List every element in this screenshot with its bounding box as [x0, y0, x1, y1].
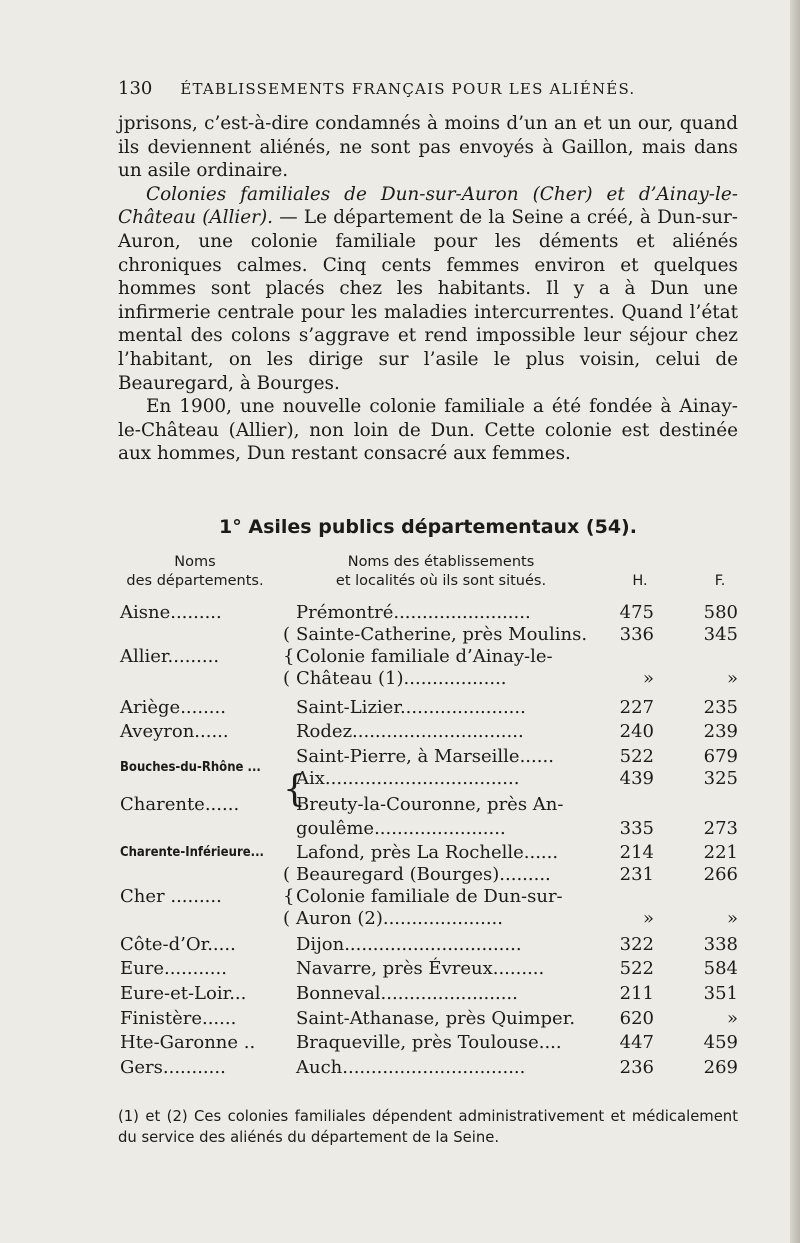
establishment-name: Auch................................ [296, 1057, 526, 1078]
count-men: 227 [619, 697, 654, 718]
department-name: Aveyron...... [120, 721, 229, 742]
department-name: Charente-Inférieure... [120, 845, 264, 860]
count-men: 447 [619, 1032, 654, 1053]
department-name: Gers........... [120, 1057, 226, 1078]
establishment-name: Bonneval........................ [296, 983, 518, 1004]
paragraph-1: jprisons, c’est-à-dire condamnés à moins d’un an et un our, quand ils deviennent aliénés, ne sont pas envoyés à Gaillon, mais dans un asile ordinaire. [118, 113, 738, 182]
establishment-name: Sainte-Catherine, près Moulins. [296, 624, 588, 645]
department-name: Charente...... [120, 794, 240, 815]
department-name: Allier......... [120, 646, 220, 667]
paragraph-2-title: Colonies familiales de Dun-sur-Auron (Cher) et d’Ainay-le-Château (Allier). [118, 183, 738, 229]
paragraph-3: En 1900, une nouvelle colonie familiale a été fondée à Ainay-le-Château (Allier), non loin de Dun. Cette colonie est destinée aux hommes, Dun restant consacré aux femmes. [118, 396, 738, 465]
column-head-est-line1: Noms des établissements [347, 554, 535, 570]
count-women: 351 [703, 983, 738, 1004]
column-head-dept-line1: Noms [174, 554, 216, 570]
count-women: 584 [703, 958, 738, 979]
column-head-dept-line2: des départements. [126, 573, 264, 589]
count-women: » [726, 908, 738, 929]
count-women: 345 [703, 624, 738, 645]
establishment-name: Breuty-la-Couronne, près An- [296, 794, 564, 815]
establishment-name: Saint-Pierre, à Marseille...... [296, 746, 554, 767]
count-men: » [642, 668, 654, 689]
brace-icon: { [283, 886, 295, 907]
count-men: 322 [619, 934, 654, 955]
department-name: Côte-d’Or..... [120, 934, 236, 955]
column-head-establishments [296, 553, 586, 591]
establishment-name: Saint-Athanase, près Quimper. [296, 1008, 576, 1029]
establishment-name: Navarre, près Évreux......... [296, 958, 545, 979]
department-name: Cher ......... [120, 886, 222, 907]
count-women: 269 [703, 1057, 738, 1078]
establishment-name: Auron (2)..................... [296, 908, 503, 929]
department-name: Eure-et-Loir... [120, 983, 247, 1004]
column-head-f: F. [714, 573, 726, 589]
column-head-est-line2: et localités où ils sont situés. [335, 573, 547, 589]
establishment-name: Lafond, près La Rochelle...... [296, 842, 559, 863]
department-name: Finistère...... [120, 1008, 237, 1029]
count-women: 266 [703, 864, 738, 885]
brace-icon: ( [283, 624, 291, 645]
column-head-departments [120, 553, 270, 591]
department-name: Bouches-du-Rhône ... [120, 760, 261, 775]
body-text [118, 112, 738, 466]
page-number: 130 [118, 78, 153, 99]
establishment-name: Dijon............................... [296, 934, 522, 955]
brace-icon: ( [283, 668, 291, 689]
establishment-name: Braqueville, près Toulouse.... [296, 1032, 562, 1053]
count-men: 522 [619, 958, 654, 979]
brace-icon: ( [283, 864, 291, 885]
count-women: 239 [703, 721, 738, 742]
count-women: 580 [703, 602, 738, 623]
department-name: Ariège........ [120, 697, 226, 718]
count-men: 522 [619, 746, 654, 767]
count-men: 335 [619, 818, 654, 839]
department-name: Eure........... [120, 958, 227, 979]
establishment-name: Aix.................................. [296, 768, 520, 789]
establishment-name: goulême....................... [296, 818, 506, 839]
establishment-name: Prémontré........................ [296, 602, 531, 623]
count-women: 459 [703, 1032, 738, 1053]
count-men: 214 [619, 842, 654, 863]
count-men: 336 [619, 624, 654, 645]
department-name: Aisne......... [120, 602, 222, 623]
count-women: 338 [703, 934, 738, 955]
establishment-name: Colonie familiale de Dun-sur- [296, 886, 563, 907]
count-men: » [642, 908, 654, 929]
paragraph-2-text: — Le département de la Seine a créé, à Dun-sur-Auron, une colonie familiale pour les déments et aliénés chroniques calmes. Cinq cents femmes environ et quelques hommes sont placés chez les habitants. Il y a à Dun une infirmerie centrale pour les maladies intercurrentes. Quand l’état mental des colons s’aggrave et rend impossible leur séjour chez l’habitant, on les dirige sur l’asile le plus voisin, celui de Beauregard, à Bourges. [118, 207, 738, 394]
count-men: 439 [619, 768, 654, 789]
brace-icon: ( [283, 908, 291, 929]
establishment-name: Château (1).................. [296, 668, 507, 689]
count-women: 679 [703, 746, 738, 767]
count-men: 620 [619, 1008, 654, 1029]
paragraph-2 [118, 183, 738, 395]
count-men: 475 [619, 602, 654, 623]
establishment-name: Colonie familiale d’Ainay-le- [296, 646, 553, 667]
page-edge [790, 0, 800, 1243]
section-heading: 1° Asiles publics départementaux (54). [219, 516, 637, 538]
count-men: 211 [619, 983, 654, 1004]
count-women: » [726, 1008, 738, 1029]
brace-icon: { [283, 646, 295, 667]
department-name: Hte-Garonne .. [120, 1032, 256, 1053]
count-women: 235 [703, 697, 738, 718]
column-head-h: H. [632, 573, 648, 589]
count-men: 236 [619, 1057, 654, 1078]
count-women: 221 [703, 842, 738, 863]
running-header [118, 78, 738, 99]
brace-icon: { [283, 769, 306, 810]
count-women: 325 [703, 768, 738, 789]
running-title: ÉTABLISSEMENTS FRANÇAIS POUR LES ALIÉNÉS. [180, 80, 636, 98]
establishment-name: Rodez.............................. [296, 721, 524, 742]
count-men: 231 [619, 864, 654, 885]
count-men: 240 [619, 721, 654, 742]
count-women: 273 [703, 818, 738, 839]
footnote: (1) et (2) Ces colonies familiales dépendent administrativement et médicalement du service des aliénés du département de la Seine. [118, 1108, 738, 1146]
establishment-name: Saint-Lizier...................... [296, 697, 526, 718]
count-women: » [726, 668, 738, 689]
establishment-name: Beauregard (Bourges)......... [296, 864, 551, 885]
